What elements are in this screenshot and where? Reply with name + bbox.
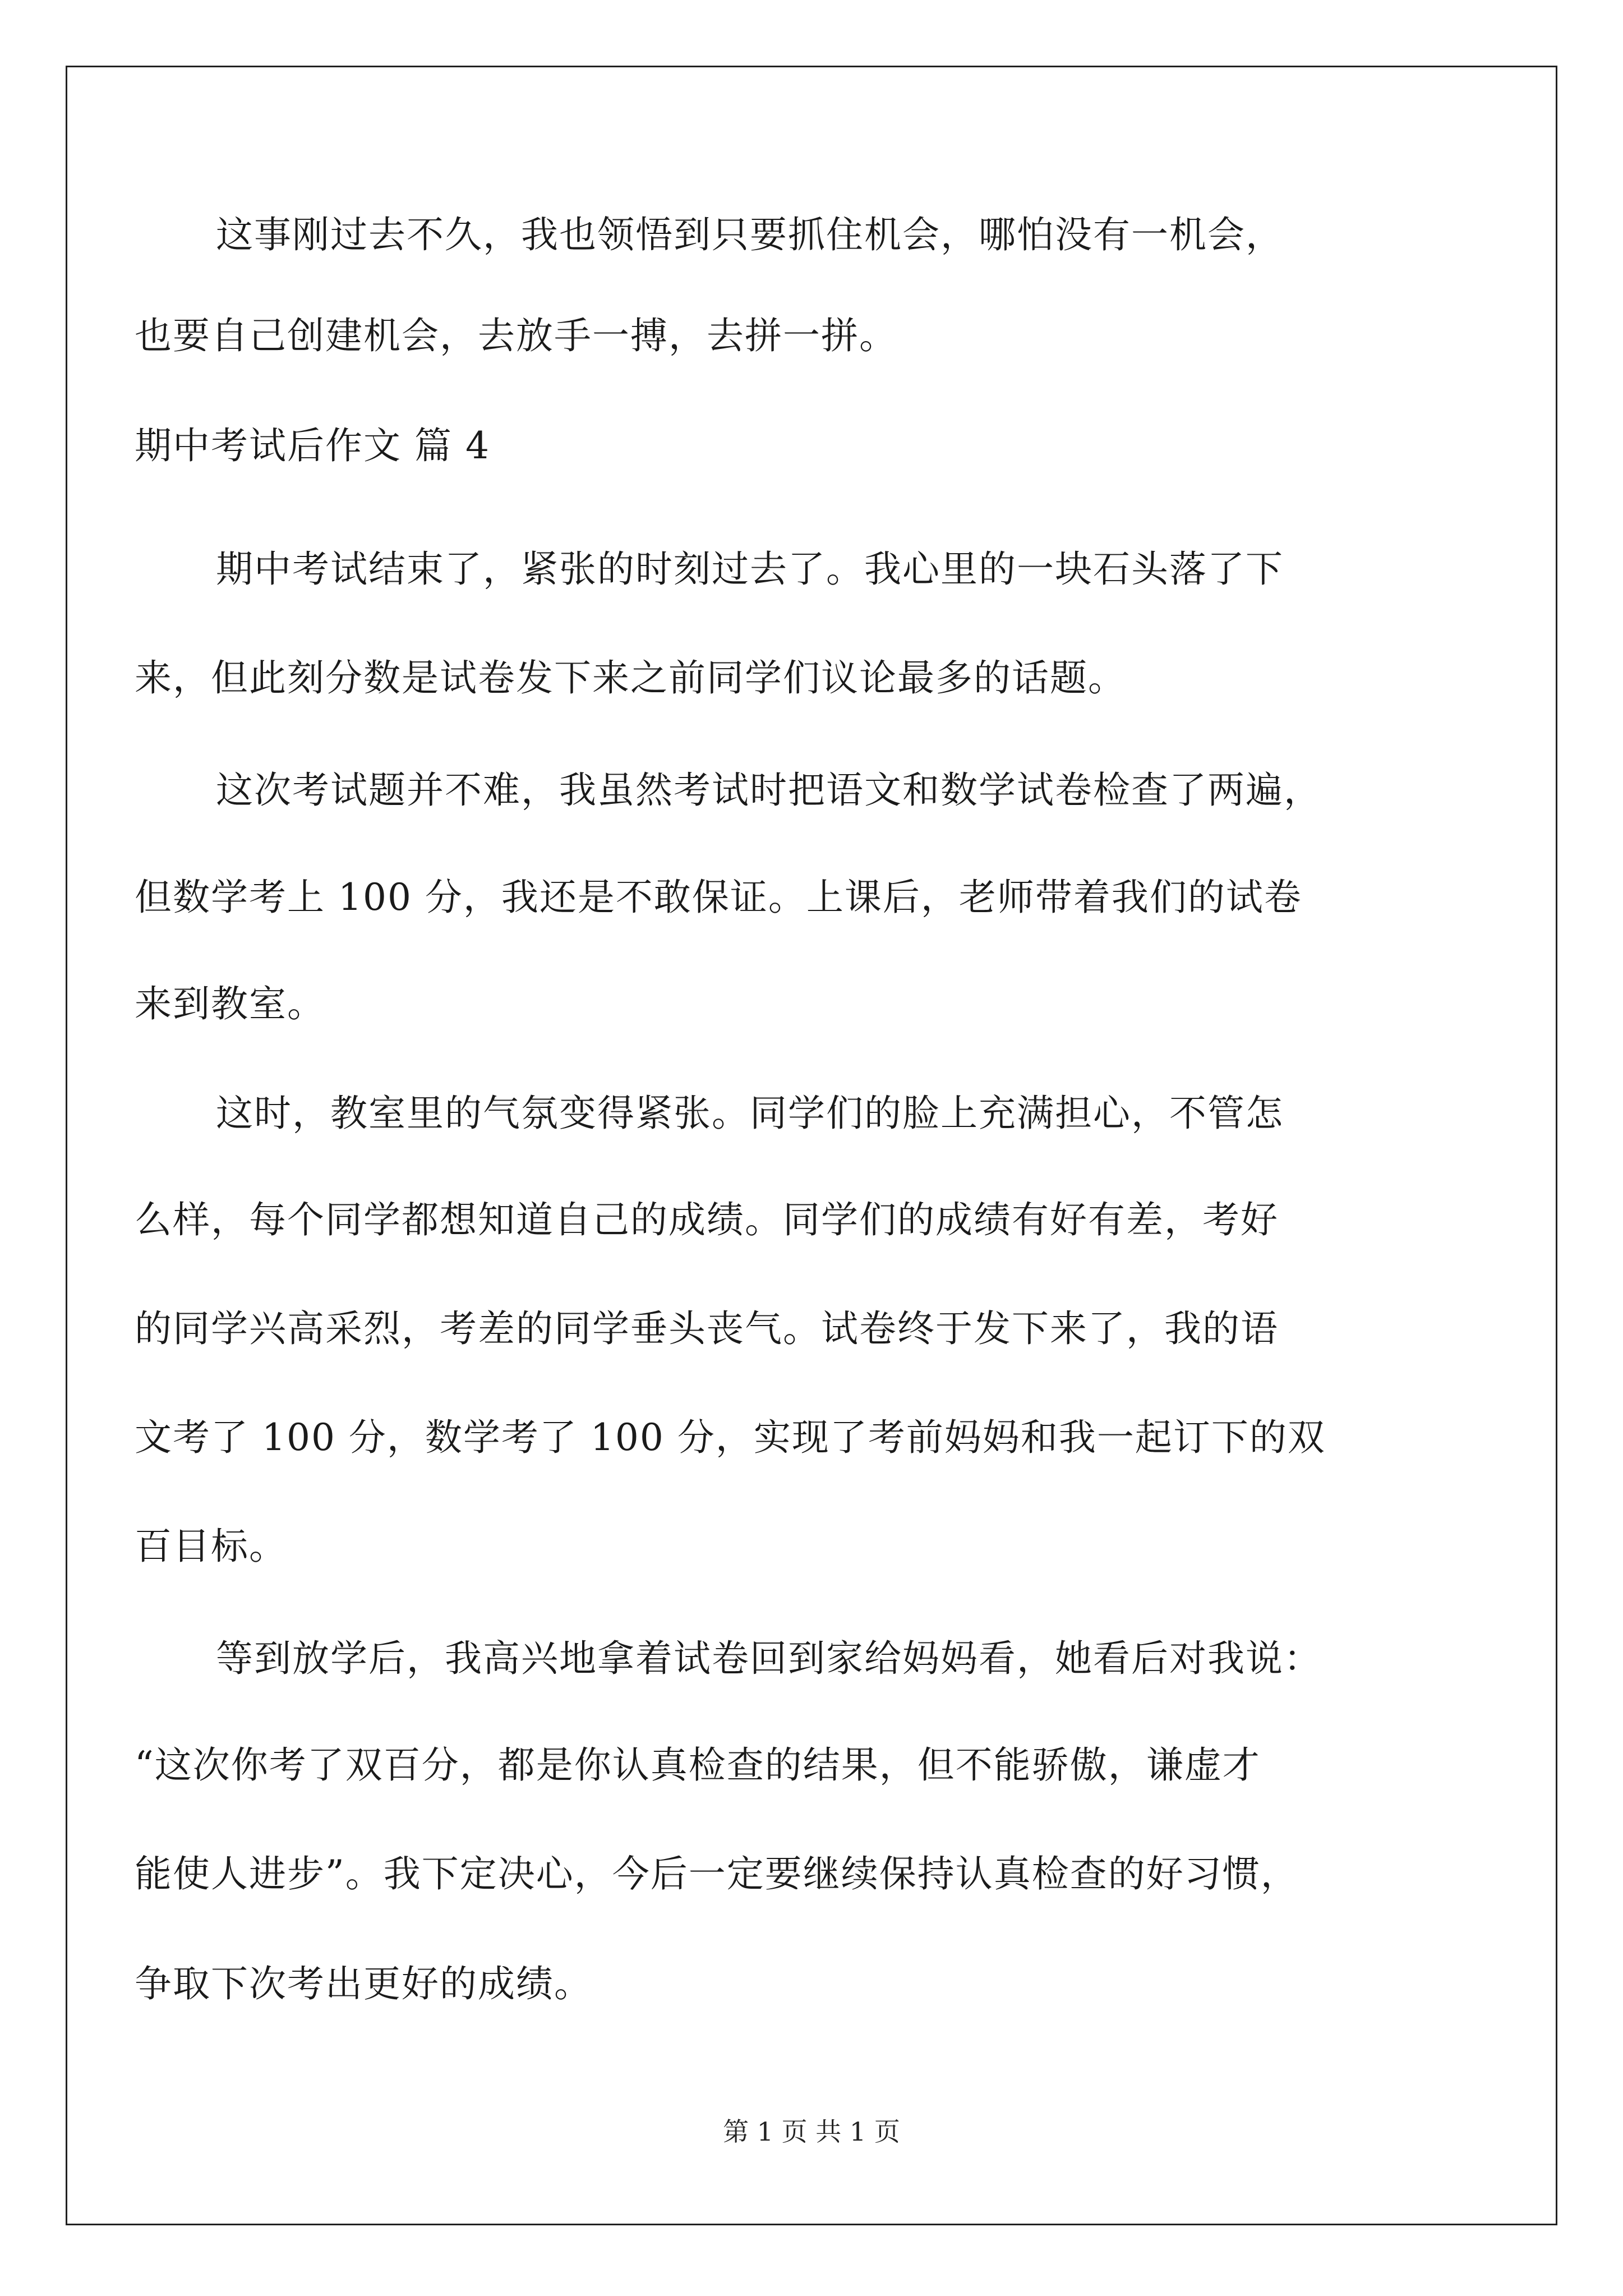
text-line: 百目标。 bbox=[135, 1525, 287, 1568]
text-line: 这次考试题并不难，我虽然考试时把语文和数学试卷检查了两遍， bbox=[216, 769, 1322, 812]
text-line: 来，但此刻分数是试卷发下来之前同学们议论最多的话题。 bbox=[135, 656, 1126, 700]
text-line: 也要自己创建机会，去放手一搏，去拼一拼。 bbox=[135, 314, 897, 357]
text-line: 的同学兴高采烈，考差的同学垂头丧气。试卷终于发下来了，我的语 bbox=[135, 1307, 1279, 1350]
page-border bbox=[66, 66, 1557, 2225]
text-line: 等到放学后，我高兴地拿着试卷回到家给妈妈看，她看后对我说： bbox=[216, 1637, 1322, 1680]
text-line: 期中考试结束了，紧张的时刻过去了。我心里的一块石头落了下 bbox=[216, 547, 1284, 591]
page-number: 第 1 页 共 1 页 bbox=[723, 2116, 900, 2147]
text-line: 这事刚过去不久，我也领悟到只要抓住机会，哪怕没有一机会， bbox=[216, 213, 1284, 256]
text-line: 争取下次考出更好的成绩。 bbox=[135, 1962, 592, 2005]
text-line: 这时，教室里的气氛变得紧张。同学们的脸上充满担心，不管怎 bbox=[216, 1092, 1284, 1135]
text-line: 来到教室。 bbox=[135, 982, 325, 1025]
text-line: 但数学考上 100 分，我还是不敢保证。上课后，老师带着我们的试卷 bbox=[135, 876, 1302, 919]
text-line: 么样，每个同学都想知道自己的成绩。同学们的成绩有好有差，考好 bbox=[135, 1198, 1279, 1241]
text-line: “这次你考了双百分，都是你认真检查的结果，但不能骄傲，谦虚才 bbox=[135, 1743, 1261, 1787]
text-line: 能使人进步”。我下定决心，今后一定要继续保持认真检查的好习惯， bbox=[135, 1852, 1299, 1895]
section-heading: 期中考试后作文 篇 4 bbox=[135, 424, 490, 467]
text-line: 文考了 100 分，数学考了 100 分，实现了考前妈妈和我一起订下的双 bbox=[135, 1416, 1326, 1459]
